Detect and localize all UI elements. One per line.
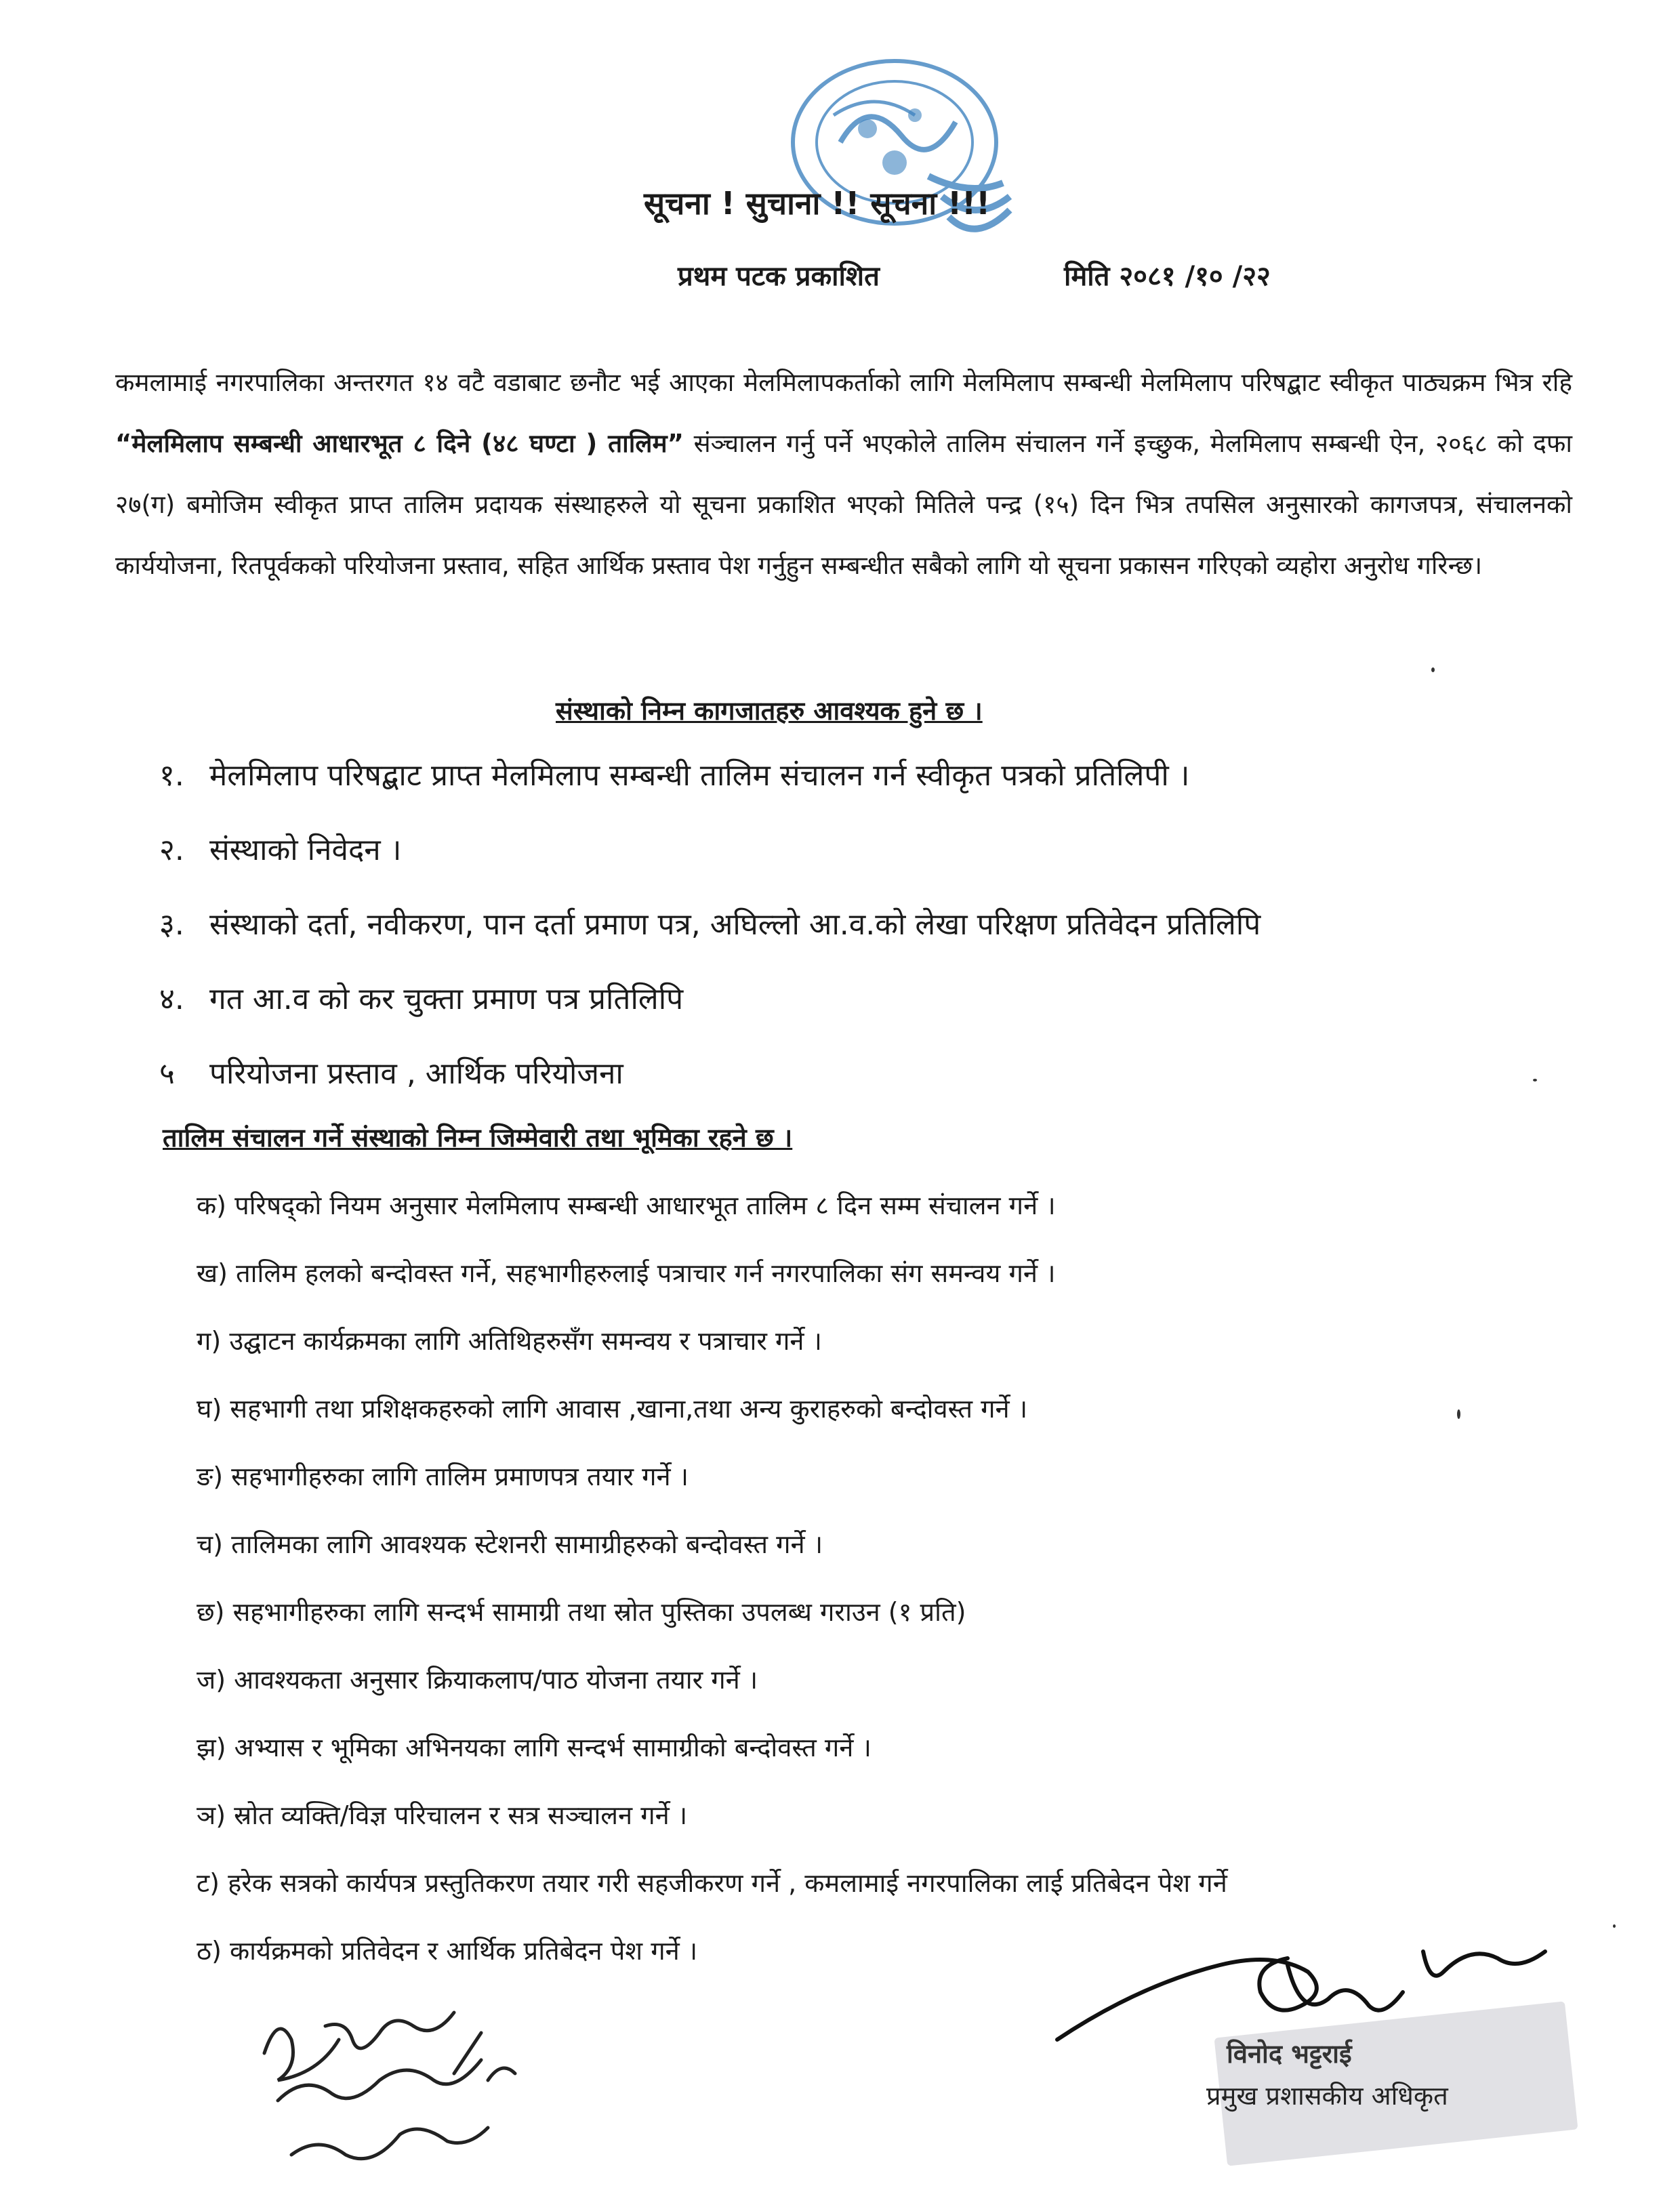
responsibility-item xyxy=(197,1594,966,1629)
responsibility-key: ञ) xyxy=(197,1800,226,1830)
responsibility-item xyxy=(197,1323,822,1358)
responsibility-item xyxy=(197,1933,697,1968)
requirement-number: १. xyxy=(159,758,184,793)
responsibility-text: अभ्यास र भूमिका अभिनयका लागि सन्दर्भ सामाग्रीको बन्दोवस्त गर्ने । xyxy=(234,1733,872,1762)
responsibility-key: ज) xyxy=(197,1665,226,1695)
notice-date: मिति २०८१ /१० /२२ xyxy=(1064,261,1271,292)
responsibility-key: ट) xyxy=(197,1868,220,1898)
scan-speck xyxy=(1457,1409,1460,1419)
signatory-designation: प्रमुख प्रशासकीय अधिकृत xyxy=(1206,2081,1448,2111)
scan-speck xyxy=(1431,667,1435,672)
requirement-text: संस्थाको निवेदन । xyxy=(209,833,402,867)
responsibility-key: च) xyxy=(197,1529,223,1559)
requirement-item xyxy=(159,828,401,869)
requirement-text: संस्थाको दर्ता, नवीकरण, पान दर्ता प्रमाण पत्र, अघिल्लो आ.व.को लेखा परिक्षण प्रतिवेदन प्रतिलिपि xyxy=(209,907,1261,942)
requirement-number: ३. xyxy=(159,907,184,942)
responsibility-key: ङ) xyxy=(197,1462,224,1491)
requirement-text: मेलमिलाप परिषद्बाट प्राप्त मेलमिलाप सम्बन्धी तालिम संचालन गर्न स्वीकृत पत्रको प्रतिलिपी । xyxy=(209,758,1190,793)
responsibility-text: सहभागी तथा प्रशिक्षकहरुको लागि आवास ,खाना,तथा अन्य कुराहरुको बन्दोवस्त गर्ने । xyxy=(230,1394,1028,1424)
responsibility-text: परिषद्को नियम अनुसार मेलमिलाप सम्बन्धी आधारभूत तालिम ८ दिन सम्म संचालन गर्ने । xyxy=(234,1191,1056,1220)
responsibility-item xyxy=(197,1661,758,1697)
requirement-item xyxy=(159,1052,623,1092)
responsibility-item xyxy=(197,1458,689,1493)
handwritten-initials xyxy=(251,1979,603,2182)
responsibilities-heading: तालिम संचालन गर्ने संस्थाको निम्न जिम्मेवारी तथा भूमिका रहने छ । xyxy=(163,1123,793,1153)
requirement-item xyxy=(159,977,683,1018)
responsibility-text: उद्घाटन कार्यक्रमका लागि अतिथिहरुसँग समन्वय र पत्राचार गर्ने । xyxy=(229,1326,822,1356)
intro-text-1: कमलामाई नगरपालिका अन्तरगत १४ वटै वडाबाट छनौट भई आएका मेलमिलापकर्ताको लागि मेलमिलाप सम्बन्धी मेलमिलाप परिषद्बाट स्वीकृत पाठ्यक्रम भित्र रहि xyxy=(115,368,1572,397)
intro-paragraph xyxy=(115,352,1572,596)
responsibility-item xyxy=(197,1255,1056,1290)
responsibility-text: सहभागीहरुका लागि सन्दर्भ सामाग्री तथा स्रोत पुस्तिका उपलब्ध गराउन (१ प्रति) xyxy=(232,1597,966,1627)
requirement-item xyxy=(159,754,1189,794)
notice-title: सूचना ! सुचाना !! सूचना !!! xyxy=(644,185,991,222)
intro-text-2: संञ्चालन गर्नु पर्ने भएकोले तालिम संचालन गर्ने इच्छुक, मेलमिलाप सम्बन्धी ऐन, २०६८ को दफा २७(ग) बमोजिम स्वीकृत प्राप्त तालिम प्रदायक संस्थाहरुले यो सूचना प्रकाशित भएको मितिले पन्द्र (१५) दिन भित्र तपसिल अनुसारको कागजपत्र, संचालनको कार्ययोजना, रितपूर्वकको परियोजना प्रस्ताव, सहित आर्थिक प्रस्ताव पेश गर्नुहुन सम्बन्धीत सबैको लागि यो सूचना प्रकासन गरिएको व्यहोरा अनुरोध गरिन्छ। xyxy=(115,429,1572,580)
signatory-block xyxy=(1206,2033,1586,2117)
published-label: प्रथम पटक प्रकाशित xyxy=(678,261,880,292)
requirement-number: ५ xyxy=(159,1056,175,1091)
responsibility-key: ठ) xyxy=(197,1936,222,1966)
responsibility-item xyxy=(197,1797,687,1832)
scan-speck xyxy=(1613,1924,1616,1928)
responsibility-item xyxy=(197,1187,1056,1222)
requirement-number: २. xyxy=(159,833,184,867)
responsibility-key: क) xyxy=(197,1191,227,1220)
responsibility-item xyxy=(197,1729,872,1764)
responsibility-item xyxy=(197,1390,1027,1426)
requirement-item xyxy=(159,903,1261,943)
responsibility-key: घ) xyxy=(197,1394,222,1424)
responsibility-item xyxy=(197,1526,823,1561)
responsibility-text: स्रोत व्यक्ति/विज्ञ परिचालन र सत्र सञ्चालन गर्ने । xyxy=(234,1800,688,1830)
requirement-text: गत आ.व को कर चुक्ता प्रमाण पत्र प्रतिलिपि xyxy=(209,982,684,1016)
responsibility-text: हरेक सत्रको कार्यपत्र प्रस्तुतिकरण तयार गरी सहजीकरण गर्ने , कमलामाई नगरपालिका लाई प्रतिबेदन पेश गर्ने xyxy=(228,1868,1227,1898)
scan-speck xyxy=(1533,1079,1537,1081)
responsibility-key: छ) xyxy=(197,1597,225,1627)
responsibility-key: ग) xyxy=(197,1326,222,1356)
responsibility-item xyxy=(197,1865,1227,1900)
responsibility-text: आवश्यकता अनुसार क्रियाकलाप/पाठ योजना तयार गर्ने । xyxy=(234,1665,758,1695)
responsibility-text: तालिम हलको बन्दोवस्त गर्ने, सहभागीहरुलाई पत्राचार गर्न नगरपालिका संग समन्वय गर्ने । xyxy=(236,1258,1056,1288)
training-title: “मेलमिलाप सम्बन्धी आधारभूत ८ दिने (४८ घण्टा ) तालिम” xyxy=(115,429,684,458)
responsibility-text: सहभागीहरुका लागि तालिम प्रमाणपत्र तयार गर्ने । xyxy=(231,1462,689,1491)
requirement-number: ४. xyxy=(159,982,184,1016)
responsibility-key: झ) xyxy=(197,1733,226,1762)
requirement-text: परियोजना प्रस्ताव , आर्थिक परियोजना xyxy=(209,1056,623,1091)
responsibility-text: तालिमका लागि आवश्यक स्टेशनरी सामाग्रीहरुको बन्दोवस्त गर्ने । xyxy=(231,1529,823,1559)
signatory-name: विनोद भट्टराई xyxy=(1227,2039,1352,2069)
requirements-heading: संस्थाको निम्न कागजातहरु आवश्यक हुने छ । xyxy=(556,696,983,726)
responsibility-key: ख) xyxy=(197,1258,228,1288)
responsibility-text: कार्यक्रमको प्रतिवेदन र आर्थिक प्रतिबेदन पेश गर्ने । xyxy=(230,1936,698,1966)
